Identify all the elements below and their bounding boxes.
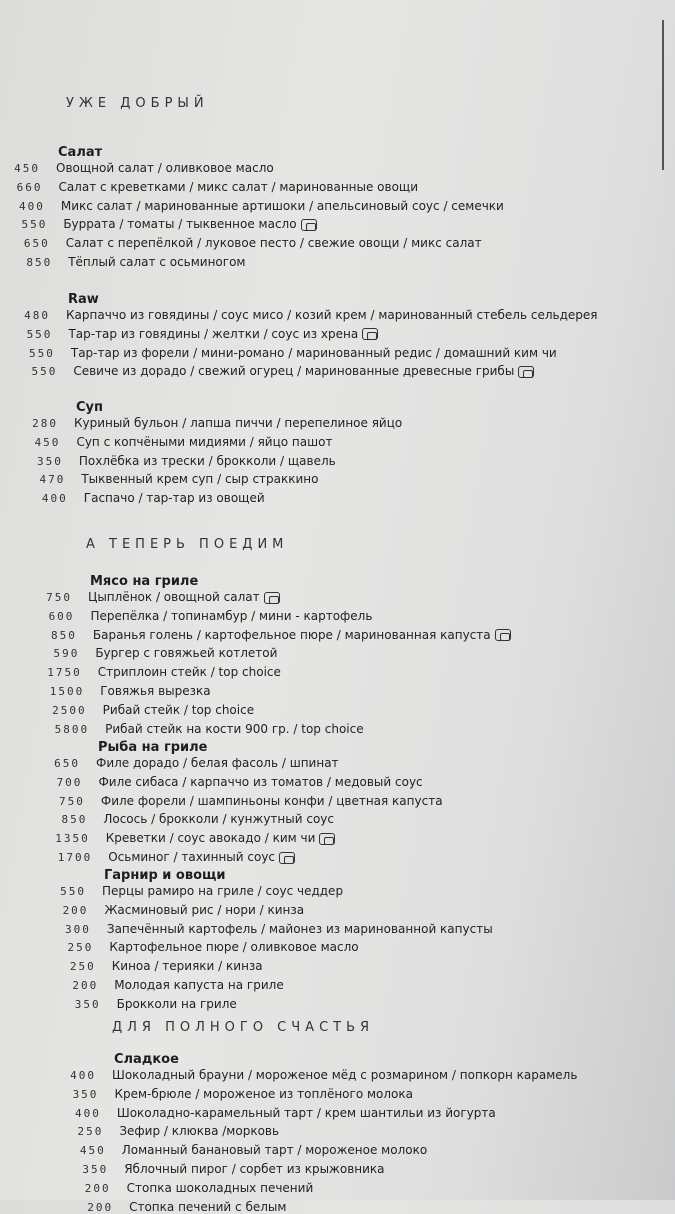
menu-item-price: 350 (37, 454, 63, 468)
menu-item-name: Яблочный пирог / сорбет из крыжовника (124, 1162, 385, 1176)
menu-item-price: 200 (62, 903, 89, 917)
category-title: Raw (68, 292, 99, 307)
menu-item (129, 1200, 286, 1214)
menu-item (105, 722, 364, 736)
menu-item-name: Тар-тар из форели / мини-романо / маринованный редис / домашний ким чи (70, 345, 557, 360)
menu-item-price: 700 (56, 775, 83, 789)
menu-item (117, 1106, 496, 1120)
menu-item-price: 550 (60, 885, 86, 898)
menu-item-name: Осьминог / тахинный соус (108, 850, 276, 864)
vegetarian-icon (279, 852, 295, 864)
menu-item (109, 940, 358, 954)
menu-item-price: 750 (46, 591, 72, 604)
menu-item (66, 236, 482, 250)
vegetarian-icon (264, 592, 280, 604)
menu-item (122, 1143, 427, 1157)
menu-item-name: Тёплый салат с осьминогом (68, 255, 246, 269)
vegetarian-icon (362, 328, 378, 340)
menu-item-name: Молодая капуста на гриле (114, 978, 284, 992)
menu-item-name: Тар-тар из говядины / желтки / соус из хрена (68, 326, 359, 341)
menu-item (63, 217, 316, 231)
menu-item (76, 435, 332, 449)
menu-item-price: 850 (26, 256, 53, 269)
menu-item-name: Куриный бульон / лапша пиччи / перепелиное яйцо (74, 416, 403, 430)
menu-item-name: Брокколи на гриле (116, 996, 237, 1011)
menu-item-name: Рибай стейк на кости 900 гр. / top choice (105, 721, 364, 736)
menu-item-price: 550 (26, 327, 53, 341)
menu-item-price: 450 (79, 1144, 106, 1158)
menu-item (112, 959, 263, 973)
menu-item-name: Киноа / терияки / кинза (111, 959, 263, 974)
menu-item-price: 550 (29, 346, 55, 360)
menu-item-name: Гаспачо / тар-тар из овощей (83, 491, 265, 506)
menu-item-price: 650 (54, 757, 80, 770)
menu-item-name: Рибай стейк / top choice (102, 702, 255, 717)
menu-item (112, 1068, 577, 1082)
menu-item-price: 250 (77, 1125, 104, 1139)
menu-item-price: 550 (31, 365, 58, 379)
menu-item (96, 756, 339, 770)
menu-item-price: 750 (59, 794, 85, 808)
menu-item-price: 1350 (55, 832, 90, 846)
menu-item-name: Суп с копчёными мидиями / яйцо пашот (76, 434, 333, 449)
menu-item (68, 255, 245, 269)
menu-item-name: Цыплёнок / овощной салат (88, 590, 260, 604)
menu-item-name: Зефир / клюква /морковь (119, 1124, 280, 1139)
menu-item-price: 400 (41, 492, 68, 506)
menu-item-price: 400 (75, 1106, 101, 1120)
menu-item (88, 590, 280, 604)
menu-item-name: Перепёлка / топинамбур / мини - картофель (90, 608, 373, 623)
menu-item-price: 660 (16, 180, 43, 194)
menu-item (81, 472, 318, 486)
menu-item (104, 903, 304, 917)
menu-item-price: 350 (82, 1163, 109, 1176)
menu-item (73, 364, 534, 378)
vegetarian-icon (319, 833, 335, 845)
section-heading: ДЛЯ ПОЛНОГО СЧАСТЬЯ (112, 1020, 375, 1035)
section-heading: УЖЕ ДОБРЫЙ (66, 96, 209, 111)
menu-item (90, 609, 372, 623)
menu-item (93, 628, 511, 642)
section-heading: А ТЕПЕРЬ ПОЕДИМ (86, 537, 289, 552)
menu-item-name: Баранья голень / картофельное пюре / маринованная капуста (92, 627, 491, 642)
menu-item-name: Жасминовый рис / нори / кинза (104, 902, 305, 917)
vegetarian-icon (495, 629, 511, 641)
menu-item (108, 850, 295, 864)
menu-item-name: Креветки / соус авокадо / ким чи (105, 831, 316, 846)
menu-item-name: Овощной салат / оливковое масло (56, 161, 274, 175)
menu-item-price: 450 (14, 162, 40, 175)
menu-item (114, 978, 283, 992)
menu-item-price: 850 (61, 813, 88, 827)
menu-item-price: 650 (23, 237, 50, 251)
vegetarian-icon (518, 366, 534, 378)
menu-item-price: 200 (87, 1200, 114, 1214)
menu-item-price: 470 (39, 473, 66, 487)
menu-item-name: Ломанный банановый тарт / мороженое молоко (121, 1143, 428, 1158)
menu-item-name: Крем-брюле / мороженое из топлёного молока (114, 1086, 413, 1101)
menu-item-price: 280 (32, 417, 58, 430)
menu-item-name: Микс салат / маринованные артишоки / апельсиновый соус / семечки (60, 198, 504, 213)
menu-item-name: Перцы рамиро на гриле / соус чеддер (102, 884, 344, 898)
menu-item-name: Буррата / томаты / тыквенное масло (63, 217, 297, 232)
menu-item-price: 300 (65, 922, 91, 936)
menu-item-name: Шоколадный брауни / мороженое мёд с розмарином / попкорн карамель (112, 1068, 578, 1082)
menu-item-name: Стриплоин стейк / top choice (97, 665, 281, 680)
menu-item (102, 884, 343, 898)
menu-item (84, 491, 265, 505)
menu-item-name: Салат с креветками / микс салат / маринованные овощи (58, 179, 419, 194)
category-title: Суп (76, 400, 103, 415)
menu-item-price: 590 (53, 647, 80, 661)
menu-item-price: 200 (72, 979, 99, 992)
menu-item-name: Шоколадно-карамельный тарт / крем шантильи из йогурта (116, 1105, 496, 1120)
menu-item-price: 2500 (52, 703, 87, 717)
menu-item-price: 480 (24, 309, 50, 322)
menu-item-name: Картофельное пюре / оливковое масло (109, 940, 359, 955)
menu-item-name: Бургер с говяжьей котлетой (95, 646, 278, 661)
menu-item (95, 646, 277, 660)
menu-item-price: 200 (84, 1181, 111, 1195)
menu-item (107, 922, 493, 936)
menu-item-price: 1700 (57, 851, 93, 864)
menu-item-price: 350 (74, 997, 101, 1011)
menu-item-price: 450 (34, 435, 61, 449)
menu-item (71, 346, 557, 360)
menu-item-price: 5800 (54, 722, 90, 736)
menu-item (100, 684, 210, 698)
menu-item-price: 250 (67, 941, 94, 955)
menu-item (101, 794, 443, 808)
menu-item (106, 831, 336, 845)
menu-item (103, 703, 254, 717)
page-edge-line (662, 20, 664, 170)
menu-item-price: 1500 (49, 685, 85, 698)
menu-item-price: 400 (70, 1069, 96, 1082)
menu-item (127, 1181, 314, 1195)
menu-item (66, 308, 597, 322)
menu-item-price: 350 (72, 1087, 99, 1101)
menu-item (114, 1087, 413, 1101)
menu-item (61, 199, 504, 213)
menu-item-price: 400 (19, 199, 45, 213)
menu-item-name: Филе дорадо / белая фасоль / шпинат (96, 756, 339, 770)
menu-item-name: Тыквенный крем суп / сыр страккино (81, 472, 319, 487)
menu-item-name: Севиче из дорадо / свежий огурец / маринованные древесные грибы (73, 364, 515, 379)
menu-item-price: 250 (69, 960, 96, 974)
category-title: Рыба на гриле (98, 740, 208, 755)
category-title: Салат (58, 145, 103, 160)
menu-item-name: Похлёбка из трески / брокколи / щавель (78, 453, 336, 468)
menu-item-name: Филе сибаса / карпаччо из томатов / медовый соус (98, 774, 423, 789)
menu-item (117, 997, 237, 1011)
menu-item-price: 550 (21, 218, 48, 232)
vegetarian-icon (301, 219, 317, 231)
menu-item (98, 665, 281, 679)
menu-item-name: Говяжья вырезка (100, 684, 211, 698)
menu-item (79, 454, 336, 468)
menu-item (124, 1162, 384, 1176)
menu-item-price: 850 (51, 628, 77, 642)
menu-item-name: Карпаччо из говядины / соус мисо / козий крем / маринованный стебель сельдерея (66, 308, 598, 322)
menu-item-name: Стопка печений с белым (129, 1199, 287, 1214)
menu-item-name: Салат с перепёлкой / луковое песто / свежие овощи / микс салат (65, 236, 482, 251)
menu-item (103, 812, 334, 826)
category-title: Сладкое (114, 1052, 179, 1067)
menu-item-price: 1750 (47, 666, 82, 680)
menu-item (98, 775, 422, 789)
category-title: Гарнир и овощи (104, 868, 226, 883)
menu-item (58, 180, 418, 194)
menu-item (56, 161, 274, 175)
menu-item (74, 416, 402, 430)
menu-item (68, 327, 378, 341)
menu-item-price: 600 (48, 609, 75, 623)
category-title: Мясо на гриле (90, 574, 199, 589)
menu-item-name: Филе форели / шампиньоны конфи / цветная капуста (100, 793, 443, 808)
menu-item (119, 1124, 279, 1138)
menu-item-name: Запечённый картофель / майонез из маринованной капусты (106, 921, 493, 936)
menu-item-name: Лосось / брокколи / кунжутный соус (103, 812, 334, 827)
menu-item-name: Стопка шоколадных печений (126, 1180, 314, 1195)
